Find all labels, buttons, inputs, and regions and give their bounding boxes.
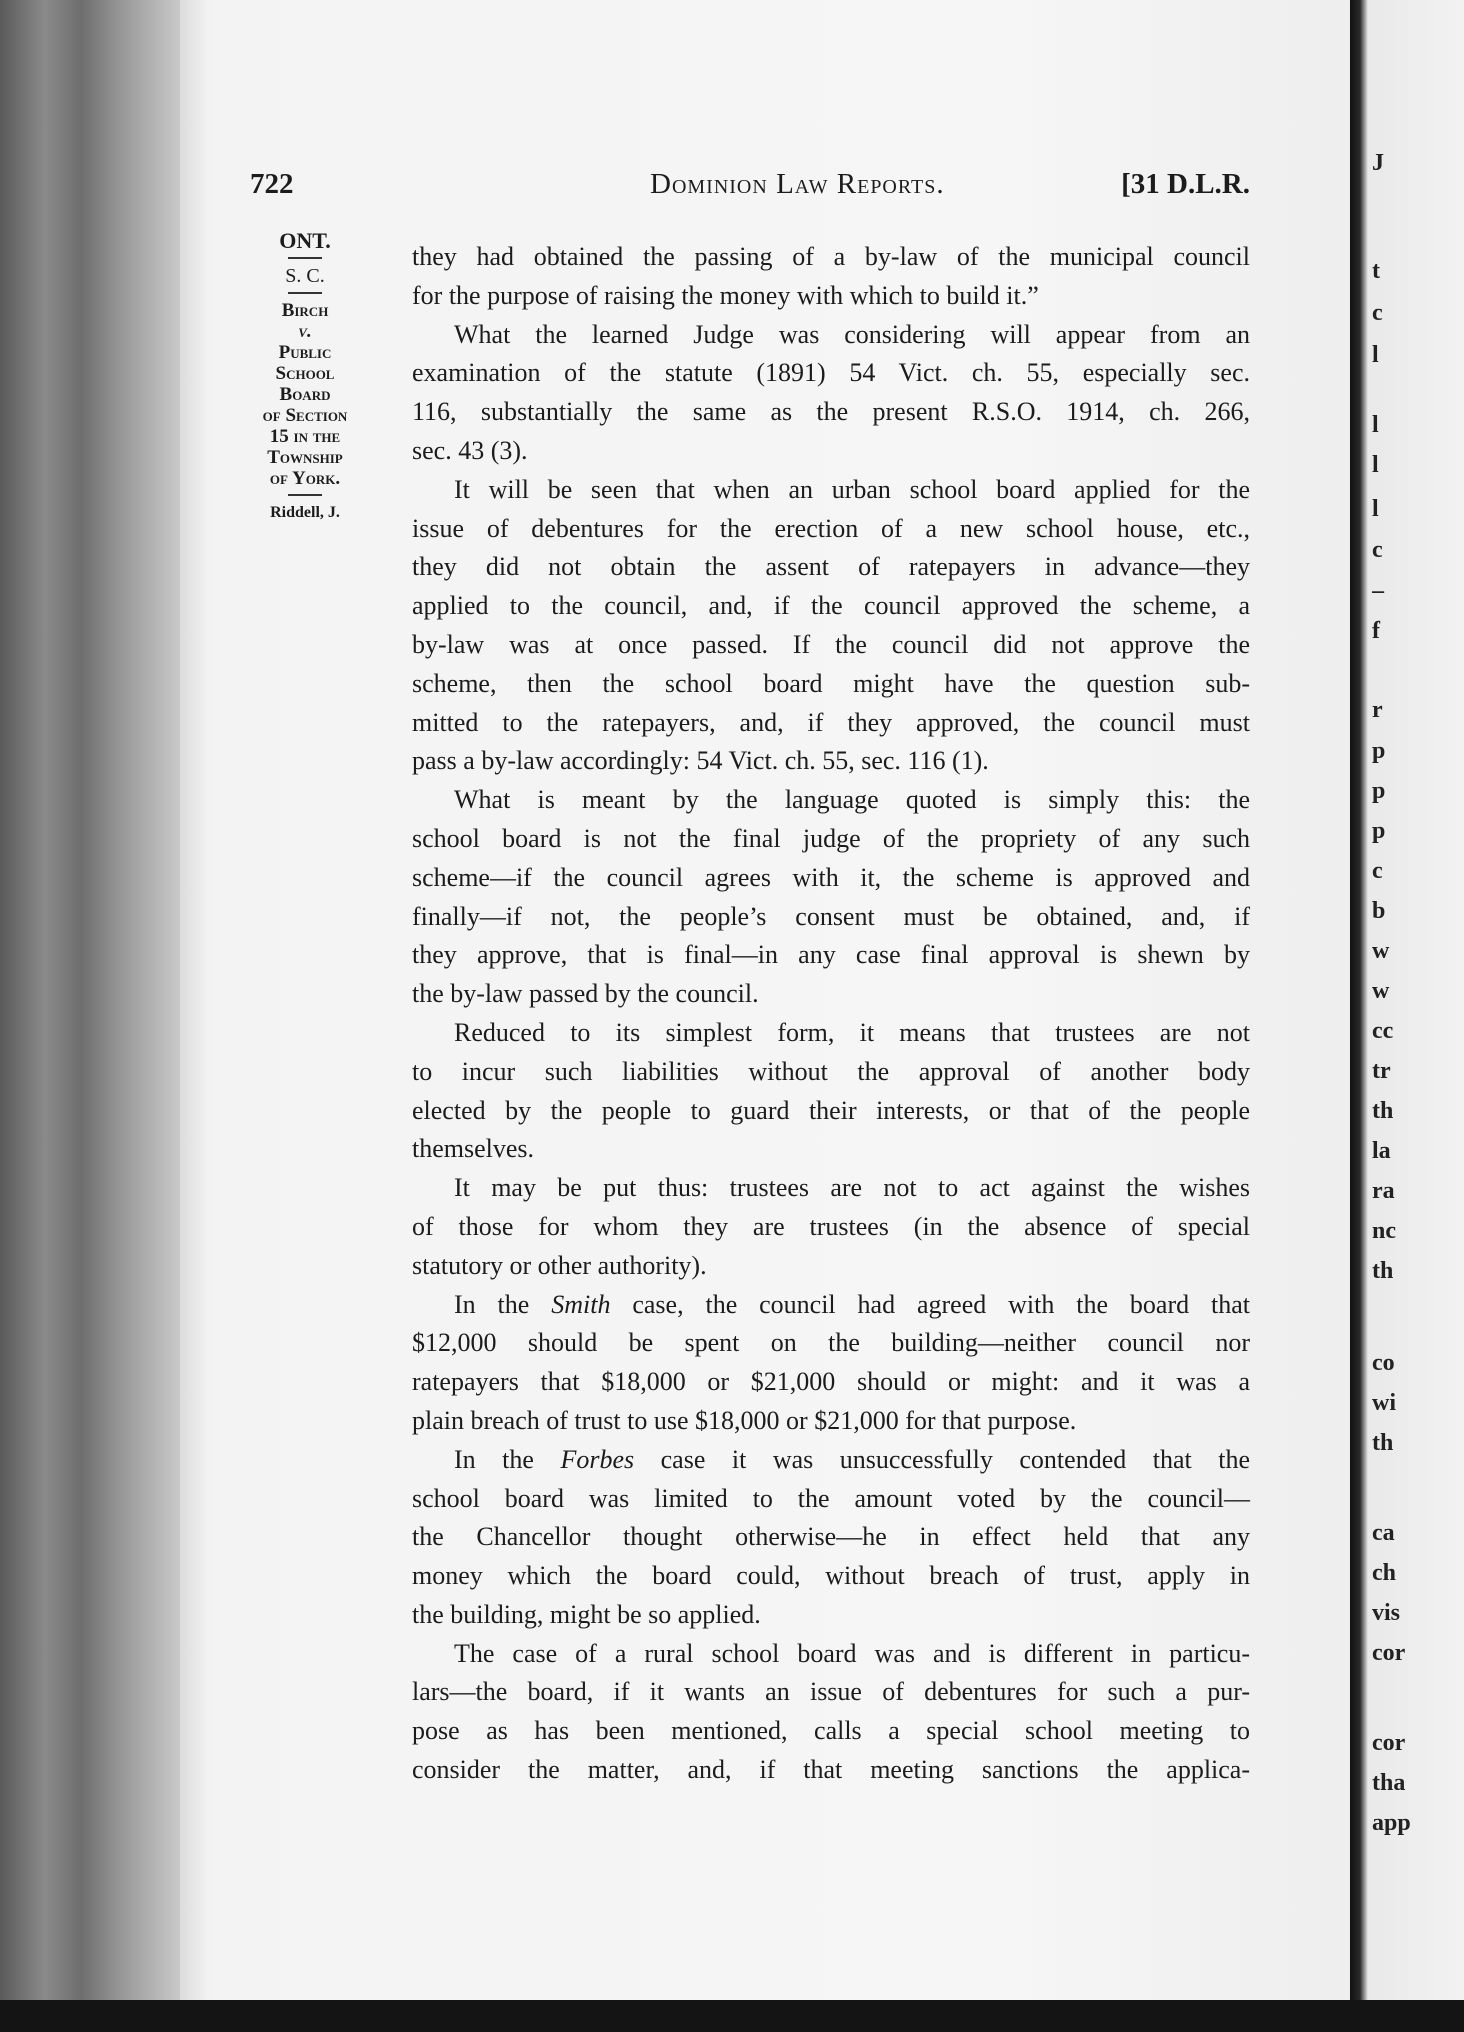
book-page [180,0,1350,2000]
text-line: by-law was at once passed. If the council did not approve the [412,629,1250,659]
body-text [412,238,1250,1790]
text-line: they did not obtain the assent of ratepayers in advance—they [412,552,1250,582]
text-line: they approve, that is final—in any case final approval is shewn by [412,940,1250,970]
facing-page-fragment: – [1372,578,1384,604]
text-line: of those for whom they are trustees (in the absence of special [412,1211,1250,1241]
facing-page-fragment: r [1372,697,1383,723]
text-line: $12,000 should be spent on the building—neither council nor [412,1328,1250,1358]
case-name-line: of York. [269,468,341,489]
text-line: sec. 43 (3). [412,435,528,465]
text-line: pass a by-law accordingly: 54 Vict. ch. 55, sec. 116 (1). [412,746,989,776]
text-line: to incur such liabilities without the approval of another body [412,1056,1250,1086]
text-line: The case of a rural school board was and is different in particu- [454,1638,1250,1668]
case-name-line: Township [267,447,343,468]
facing-page-fragment: l [1372,452,1379,478]
facing-page-fragment: th [1372,1430,1394,1456]
facing-page-fragment: la [1372,1138,1391,1164]
facing-page-fragment: vis [1372,1600,1401,1626]
case-name-line: School [275,363,335,384]
margin-rule [288,257,322,259]
facing-page-fragment: l [1372,412,1379,438]
next-page-edge [1350,0,1464,2032]
margin-rule [288,494,322,496]
text-line: consider the matter, and, if that meeting sanctions the applica- [412,1755,1250,1785]
text-line: scheme—if the council agrees with it, the scheme is approved and [412,862,1250,892]
text-line: the building, might be so applied. [412,1599,761,1629]
judge: Riddell, J. [270,504,340,521]
text-line: It may be put thus: trustees are not to act against the wishes [454,1173,1250,1203]
text-line: the Chancellor thought otherwise—he in effect held that any [412,1522,1250,1552]
text-line: elected by the people to guard their interests, or that of the people [412,1095,1250,1125]
facing-page-fragment: cor [1372,1730,1406,1756]
facing-page-fragment: c [1372,537,1383,563]
text-line: What the learned Judge was considering will appear from an [454,319,1250,349]
text-line: examination of the statute (1891) 54 Vict. ch. 55, especially sec. [412,358,1250,388]
facing-page-fragment: f [1372,618,1380,644]
facing-page-fragment: t [1372,258,1380,284]
running-title: Dominion Law Reports. [650,168,945,200]
facing-page-fragment: app [1372,1810,1411,1836]
text-line: they had obtained the passing of a by-law of the municipal council [412,242,1250,271]
facing-page-fragment: p [1372,738,1386,764]
running-head [250,168,1250,208]
facing-page-fragment: tr [1372,1058,1391,1084]
text-line: scheme, then the school board might have the question sub- [412,668,1250,698]
facing-page-fragment: th [1372,1258,1394,1284]
facing-page-fragment: w [1372,978,1390,1004]
facing-page-fragment: c [1372,858,1383,884]
text-line: mitted to the ratepayers, and, if they approved, the council must [412,707,1250,737]
margin-rule [288,292,322,294]
text-line: for the purpose of raising the money with which to build it.” [412,280,1039,310]
facing-page-fragment: c [1372,300,1383,326]
text-line: issue of debentures for the erection of a new school house, etc., [412,513,1250,543]
facing-page-fragment: tha [1372,1770,1406,1796]
facing-page-fragment: ra [1372,1178,1395,1204]
volume-reference: [31 D.L.R. [1121,168,1250,200]
text-line: applied to the council, and, if the council approved the scheme, a [412,591,1250,621]
text-line: In the Smith case, the council had agreed with the board that [454,1289,1251,1319]
book-gutter [0,0,180,2032]
text-line: It will be seen that when an urban school board applied for the [454,474,1250,504]
facing-page-fragment: ch [1372,1560,1396,1586]
facing-page-fragment: cor [1372,1640,1406,1666]
facing-page-fragment: cc [1372,1018,1394,1044]
jurisdiction: ONT. [279,228,331,253]
text-line: finally—if not, the people’s consent must be obtained, and, if [412,901,1250,931]
facing-page-fragment: nc [1372,1218,1396,1244]
facing-page-fragment: b [1372,898,1386,924]
case-name [246,300,364,489]
facing-page-fragment: th [1372,1098,1394,1124]
text-line: school board is not the final judge of the propriety of any such [412,823,1250,853]
bottom-strip [0,2000,1464,2032]
page-number: 722 [250,168,294,200]
facing-page-fragment: J [1372,150,1384,176]
facing-page-fragment: co [1372,1350,1395,1376]
text-line: ratepayers that $18,000 or $21,000 should or might: and it was a [412,1367,1250,1397]
facing-page-fragment: w [1372,938,1390,964]
text-line: money which the board could, without breach of trust, apply in [412,1561,1250,1591]
facing-page-fragment: wi [1372,1390,1396,1416]
case-name-line: Birch [281,300,329,321]
court: S. C. [285,265,325,287]
facing-page-fragment: p [1372,778,1386,804]
text-line: pose as has been mentioned, calls a special school meeting to [412,1716,1250,1746]
text-line: plain breach of trust to use $18,000 or $21,000 for that purpose. [412,1405,1077,1435]
text-line: lars—the board, if it wants an issue of debentures for such a pur- [412,1677,1250,1707]
text-line: In the Forbes case it was unsuccessfully contended that the [454,1444,1251,1474]
text-line: school board was limited to the amount voted by the council— [412,1483,1250,1513]
case-name-line: Public [278,342,332,363]
margin-note [246,230,364,524]
text-line: themselves. [412,1134,535,1164]
case-name-line: of Section [262,405,348,426]
facing-page-fragment: ca [1372,1520,1395,1546]
facing-page-fragment: l [1372,496,1379,522]
facing-page-fragment: p [1372,818,1386,844]
text-line: 116, substantially the same as the present R.S.O. 1914, ch. 266, [412,397,1250,427]
case-name-line: v. [298,321,312,342]
text-line: Reduced to its simplest form, it means that trustees are not [454,1017,1250,1047]
text-line: What is meant by the language quoted is simply this: the [454,785,1250,815]
case-name-line: Board [279,384,331,405]
text-line: the by-law passed by the council. [412,979,759,1009]
facing-page-fragment: l [1372,342,1379,368]
case-name-line: 15 in the [269,426,341,447]
text-line: statutory or other authority). [412,1250,707,1280]
